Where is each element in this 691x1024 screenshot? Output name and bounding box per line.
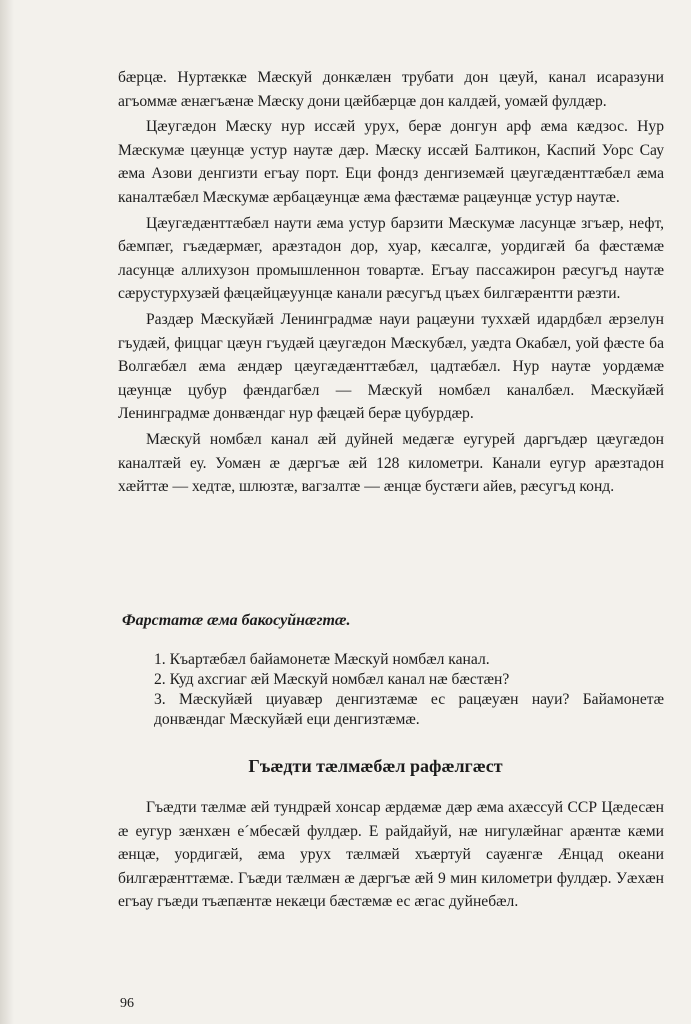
paragraph: Раздæр Мæскуйæй Ленинградмæ науи рацæуни туххæй идардбæл æрзелун гъудæй, фиццаг цæун гъудæй цæугæдон Мæскубæл, уæдта Окабæл, уой фæсте ба Волгæбæл æма æндæр цæугæдæнттæбæл, цадтæбæл. Нур наутæ уордæмæ цæунцæ цубур фæндагбæл — Мæскуй номбæл каналбæл. Мæскуйæй Ленинградмæ донвæндаг нур фæцæй берæ цубурдæр. [118,310,664,423]
paragraph: Цæугæдæнттæбæл наути æма устур барзити Мæскумæ ласунцæ згъæр, нефт, бæмпæг, гъæдæрмæг, арæзтадон дор, хуар, кæсалгæ, уордигæй ба фæстæмæ ласунцæ аллихузон промышленнон товартæ. Егъау пассажирон рæсугъд наутæ сæрустурхузæй фæцæйцæуунцæ канали рæсугъд цъæх билгæрæнтти рæзти. [118,214,664,303]
paragraph: бæрцæ. Нуртæккæ Мæскуй донкæлæн трубати дон цæуй, канал исаразуни агъоммæ æнæгъæнæ Мæску дони цæйбæрцæ дон калдæй, уомæй фулдæр. [118,69,664,110]
section-title: Гъæдти тæлмæбæл рафæлгæст [248,756,503,776]
page-binding-shadow [0,0,14,1024]
questions-list [118,650,664,730]
bottom-text-block [118,796,664,916]
paragraph: Мæскуй номбæл канал æй дуйней медæгæ еугурей даргъдæр цæугæдон каналтæй еу. Уомæн æ дæргъæ æй 128 километри. Канали еугур арæзтадон хæйттæ — хедтæ, шлюзтæ, вагзалтæ — æнцæ бустæги айев, рæсугъд конд. [118,430,664,496]
page-number: 96 [120,996,134,1011]
paragraph: Гъæдти тæлмæ æй тундрæй хонсар æрдæмæ дæр æма ахæссуй ССР Цæдесæн æ еугур зæнхæн е´мбесæй фулдæр. Е райдайуй, нæ нигулæйнаг арæнтæ кæми æнцæ, уордигæй, æма урух тæлмæй хъæртуй сауæнгæ Æнцад океани билгæрæнттæмæ. Гъæди тæлмæн æ дæргъæ æй 9 мин километри фулдæр. Уæхæн егъау гъæди тъæпæнтæ некæци бæстæмæ ес æгас дуйнебæл. [118,799,664,911]
question-item: 1. Къартæбæл байамонетæ Мæскуй номбæл канал. [154,651,490,668]
top-text-block [118,66,664,501]
question-item: 3. Мæскуйæй циуавæр денгизтæмæ ес рацæуæн науи? Байамонетæ донвæндаг Мæскуйæй еци денгизтæмæ. [154,691,664,728]
question-item: 2. Куд ахсгиаг æй Мæскуй номбæл канал нæ бæстæн? [154,671,510,688]
paragraph: Цæугæдон Мæску нур иссæй урух, берæ донгун арф æма кæдзос. Нур Мæскумæ цæунцæ устур наутæ дæр. Мæску иссæй Балтикон, Каспий Уорс Сау æма Азови денгизти егъау порт. Еци фондз денгиземæй цæугæдæнттæбæл æма каналтæбæл Мæскумæ æрбацæунцæ æма фæстæмæ рацæунцæ устур наутæ. [118,118,664,206]
questions-heading: Фарстатæ æма бакосуйнæгтæ. [122,612,351,629]
